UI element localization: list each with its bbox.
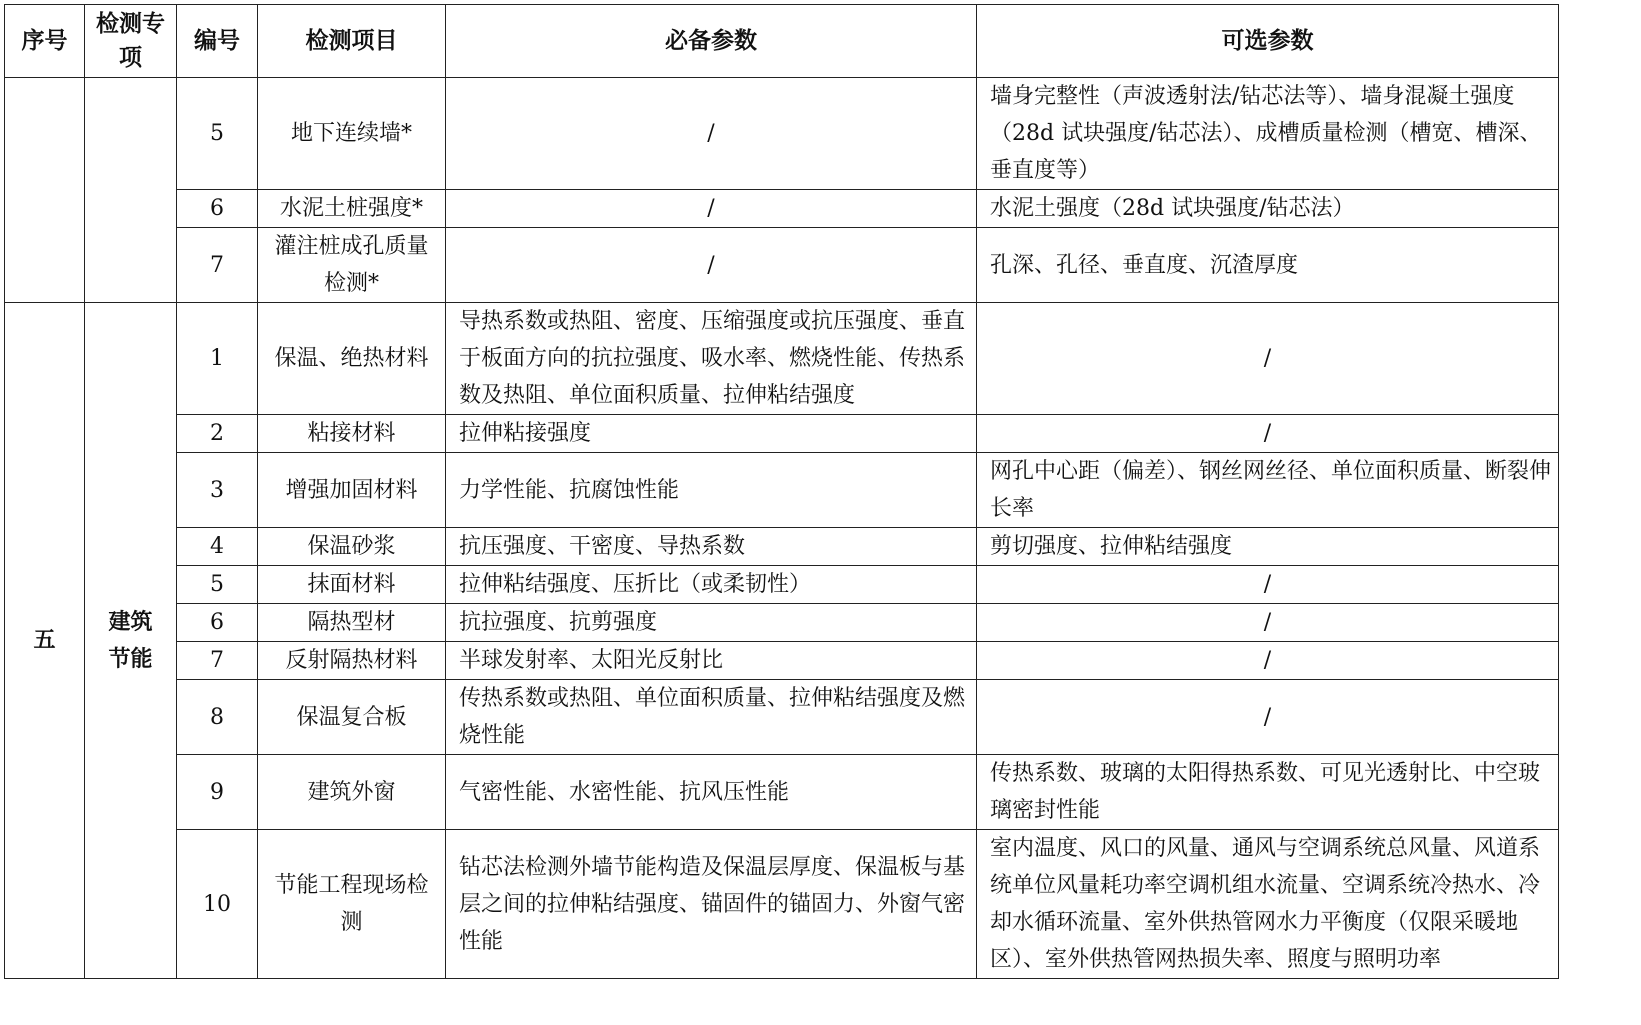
row-required: 半球发射率、太阳光反射比 (446, 642, 977, 680)
row-no: 9 (177, 755, 258, 830)
row-required: 气密性能、水密性能、抗风压性能 (446, 755, 977, 830)
table-row (5, 190, 1559, 228)
table-row (5, 78, 1559, 190)
row-optional: / (977, 680, 1559, 755)
header-item: 检测项目 (258, 5, 446, 78)
row-optional: / (977, 642, 1559, 680)
table-row (5, 415, 1559, 453)
row-no: 1 (177, 303, 258, 415)
row-optional: / (977, 303, 1559, 415)
row-no: 5 (177, 78, 258, 190)
row-item: 水泥土桩强度* (258, 190, 446, 228)
header-category: 检测专项 (85, 5, 177, 78)
row-required: 拉伸粘结强度、压折比（或柔韧性） (446, 566, 977, 604)
table-row (5, 528, 1559, 566)
row-item: 增强加固材料 (258, 453, 446, 528)
row-no: 6 (177, 190, 258, 228)
table-row (5, 604, 1559, 642)
row-required: 抗压强度、干密度、导热系数 (446, 528, 977, 566)
category-cell-empty (85, 78, 177, 303)
seq-cell-empty (5, 78, 85, 303)
row-item: 反射隔热材料 (258, 642, 446, 680)
header-row (5, 5, 1559, 78)
row-required: 拉伸粘接强度 (446, 415, 977, 453)
row-no: 2 (177, 415, 258, 453)
row-no: 3 (177, 453, 258, 528)
row-optional: 网孔中心距（偏差）、钢丝网丝径、单位面积质量、断裂伸长率 (977, 453, 1559, 528)
row-item: 保温砂浆 (258, 528, 446, 566)
header-seq: 序号 (5, 5, 85, 78)
header-optional: 可选参数 (977, 5, 1559, 78)
row-required: / (446, 228, 977, 303)
row-required: / (446, 78, 977, 190)
row-optional: / (977, 415, 1559, 453)
row-optional: / (977, 566, 1559, 604)
row-no: 7 (177, 228, 258, 303)
row-required: 导热系数或热阻、密度、压缩强度或抗压强度、垂直于板面方向的抗拉强度、吸水率、燃烧性能、传热系数及热阻、单位面积质量、拉伸粘结强度 (446, 303, 977, 415)
row-optional: 室内温度、风口的风量、通风与空调系统总风量、风道系统单位风量耗功率空调机组水流量、空调系统冷热水、冷却水循环流量、室外供热管网水力平衡度（仅限采暖地区）、室外供热管网热损失率、照度与照明功率 (977, 830, 1559, 979)
row-required: 力学性能、抗腐蚀性能 (446, 453, 977, 528)
row-item: 灌注桩成孔质量检测* (258, 228, 446, 303)
header-no: 编号 (177, 5, 258, 78)
row-optional: / (977, 604, 1559, 642)
table-row (5, 453, 1559, 528)
row-item: 地下连续墙* (258, 78, 446, 190)
row-no: 4 (177, 528, 258, 566)
row-required: 传热系数或热阻、单位面积质量、拉伸粘结强度及燃烧性能 (446, 680, 977, 755)
table-row (5, 680, 1559, 755)
row-optional: 孔深、孔径、垂直度、沉渣厚度 (977, 228, 1559, 303)
table-row (5, 228, 1559, 303)
row-no: 5 (177, 566, 258, 604)
row-no: 7 (177, 642, 258, 680)
row-optional: 水泥土强度（28d 试块强度/钻芯法） (977, 190, 1559, 228)
row-item: 抹面材料 (258, 566, 446, 604)
row-no: 6 (177, 604, 258, 642)
row-required: 钻芯法检测外墙节能构造及保温层厚度、保温板与基层之间的拉伸粘结强度、锚固件的锚固力、外窗气密性能 (446, 830, 977, 979)
row-no: 10 (177, 830, 258, 979)
category-cell: 建筑节能 (85, 303, 177, 979)
row-required: / (446, 190, 977, 228)
row-item: 保温复合板 (258, 680, 446, 755)
row-item: 隔热型材 (258, 604, 446, 642)
row-item: 节能工程现场检测 (258, 830, 446, 979)
row-optional: 墙身完整性（声波透射法/钻芯法等）、墙身混凝土强度（28d 试块强度/钻芯法）、成槽质量检测（槽宽、槽深、垂直度等） (977, 78, 1559, 190)
row-optional: 传热系数、玻璃的太阳得热系数、可见光透射比、中空玻璃密封性能 (977, 755, 1559, 830)
row-required: 抗拉强度、抗剪强度 (446, 604, 977, 642)
seq-cell: 五 (5, 303, 85, 979)
row-item: 建筑外窗 (258, 755, 446, 830)
row-optional: 剪切强度、拉伸粘结强度 (977, 528, 1559, 566)
row-item: 粘接材料 (258, 415, 446, 453)
row-no: 8 (177, 680, 258, 755)
table-row (5, 303, 1559, 415)
table-row (5, 642, 1559, 680)
table-row (5, 755, 1559, 830)
table-row (5, 830, 1559, 979)
inspection-parameter-table (4, 4, 1559, 979)
row-item: 保温、绝热材料 (258, 303, 446, 415)
table-row (5, 566, 1559, 604)
header-required: 必备参数 (446, 5, 977, 78)
